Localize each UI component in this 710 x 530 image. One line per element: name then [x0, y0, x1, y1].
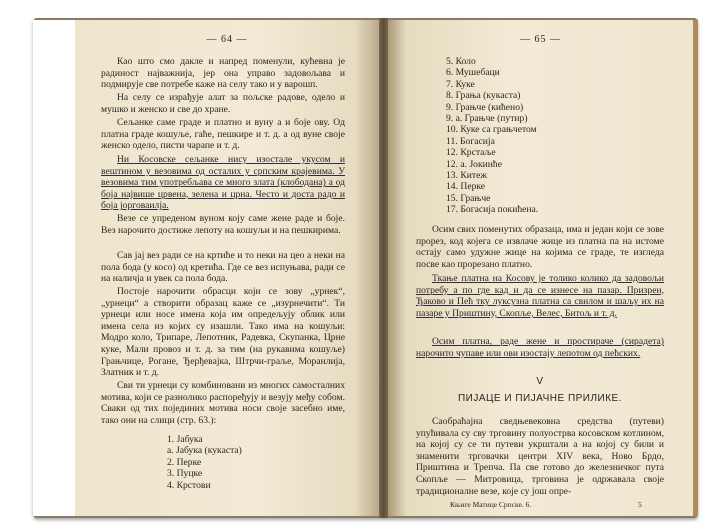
section-title: ПИЈАЦЕ И ПИЈАЧНЕ ПРИЛИКЕ.	[457, 393, 623, 404]
right-paragraph-3: Осим платна, раде жене и простираче (сирадета) нарочито чупаве или ови изостају лепотом од пећских.	[416, 336, 664, 359]
list-item: 10. Куке са грањчетом	[446, 124, 537, 136]
left-paragraph-6: Сав јај вез ради се на кртиће и то неки на цео а неки на пола бода (у косо) од кретића. Где се вез испуњава, ради се на наличја и увек са пола бода.	[101, 250, 345, 285]
right-motif-list	[446, 56, 538, 216]
section-number: V	[536, 376, 544, 387]
list-item: 12. Крстаље	[446, 147, 496, 159]
left-paragraph-1: Као што смо дакле и напред поменули, кућевна је радиност најважнија, јер она управо задовољава и подмирује све потребе каже на селу тако и у варошп.	[101, 56, 345, 91]
open-book	[33, 18, 698, 518]
list-item: 15. Грањче	[446, 192, 491, 204]
footer-signature: 5	[638, 500, 642, 509]
list-item: 2. Перке	[167, 456, 202, 468]
list-item: 4. Крстови	[167, 479, 211, 491]
list-item: 17. Богасија покићена.	[446, 204, 539, 216]
right-paragraph-2: Ткање платна на Косову је толико колико да задовољи потребу а по где кад и да се изнесе на пазар. Призрен, Ђаково и Пећ тку луксузна платна са свилом и шаљу их на пазаре у Приштину, Скопље, Велес, Битољ и т. д.	[416, 273, 664, 319]
book-spine	[379, 18, 388, 518]
left-paragraph-8: Сви ти урнеци су комбиновани из многих самосталних мотива, који се разноликo распоређују и везују међу собом. Сваки од тих појединих мотива носи своје засебно име, тако они на слици (стр. 63.):	[101, 380, 345, 426]
right-page-number: — 65 —	[520, 34, 561, 45]
list-item: 1. Јабука	[167, 434, 203, 445]
left-motif-list	[167, 434, 242, 491]
list-item: а. Јабука (кукаста)	[167, 445, 242, 457]
right-paragraph-1: Осим свих поменутих образаца, има и један који се зове прорез, код којега се извлаче жице из платна па на истоме остају само удужне жице на којима се граде, те изгледа посве као прорезано платно.	[416, 224, 664, 270]
footer-series: Књиге Матице Српске. 6.	[450, 500, 532, 509]
list-item: 11. Богасија	[446, 135, 495, 147]
list-item: 5. Коло	[446, 56, 476, 67]
list-item: 13. Китеж	[446, 170, 488, 182]
list-item: 9. Грањче (кићено)	[446, 101, 524, 113]
list-item: 7. Куке	[446, 78, 475, 90]
left-page-number: — 64 —	[206, 34, 248, 45]
left-page	[75, 20, 379, 516]
book-edge	[693, 20, 698, 516]
left-paragraph-5: Везе се упреденом вуном коју саме жене раде и боје. Вез нарочито достиже лепоту на кошуљи и на пешкирима.	[101, 213, 345, 236]
list-item: 14. Перке	[446, 181, 486, 193]
left-paragraph-2: На селу се израђује алат за пољске радове, одело и мушко и женско и све до хране.	[101, 92, 345, 115]
list-item: 9. а. Грањче (путир)	[446, 113, 528, 125]
list-item: 6. Мушебаци	[446, 67, 500, 79]
left-paragraph-3: Сељанке саме граде и платно и вуну а и боје ову. Од платна граде кошуље, гаће, пешкире и т. д. а од вуне своје женско одело, пиcти чарапе и т. д.	[101, 117, 345, 152]
list-item: 8. Грања (кукаста)	[446, 90, 521, 102]
section-paragraph: Саобраћајна сведњевековна средства (путеви) упућивала су сву трговину полуострва косовском котлином, на којој су се ти путеви укрштали а на којој су били и знаменити трговачки центри XIV века, Ново Брдо, Приштина и Трепча. Па све готово до железничког пута Скопље — Митровица, трговина је одржавала своје традиционалне везе, које су још опре-	[416, 416, 664, 497]
left-paragraph-4: Ни Косовске сељанке нису изостале укусом и вештином у везовима од осталих у српским крајевима. У везовима тим употребљава се много злата (клободана) а од боја највише црвена, зелена и црна. Често и доста радо и боја јорговаилја.	[101, 154, 345, 212]
left-paragraph-7: Постоје нарочити обрасци који се зову „урнек“, „урнеци“ а створити образац каже се „изурнечити“. Ти урнеци или носе имена која им опредељују облик или имена села из којих су изашли. Тако има на кошуљи: Модро коло, Трипаре, Лепотник, Радевка, Скупанка, Црне куке, Мали провоз и т. д. за тим (на рукавима кошуље) Грањчице, Рогане, Ђерђевајка, Штрчи-граље, Моранлија, Златник и т. д.	[101, 286, 345, 379]
list-item: 3. Пуцке	[167, 468, 203, 480]
list-item: 12. а. Јокинће	[446, 158, 502, 170]
left-margin	[33, 20, 75, 516]
right-page	[388, 20, 693, 516]
